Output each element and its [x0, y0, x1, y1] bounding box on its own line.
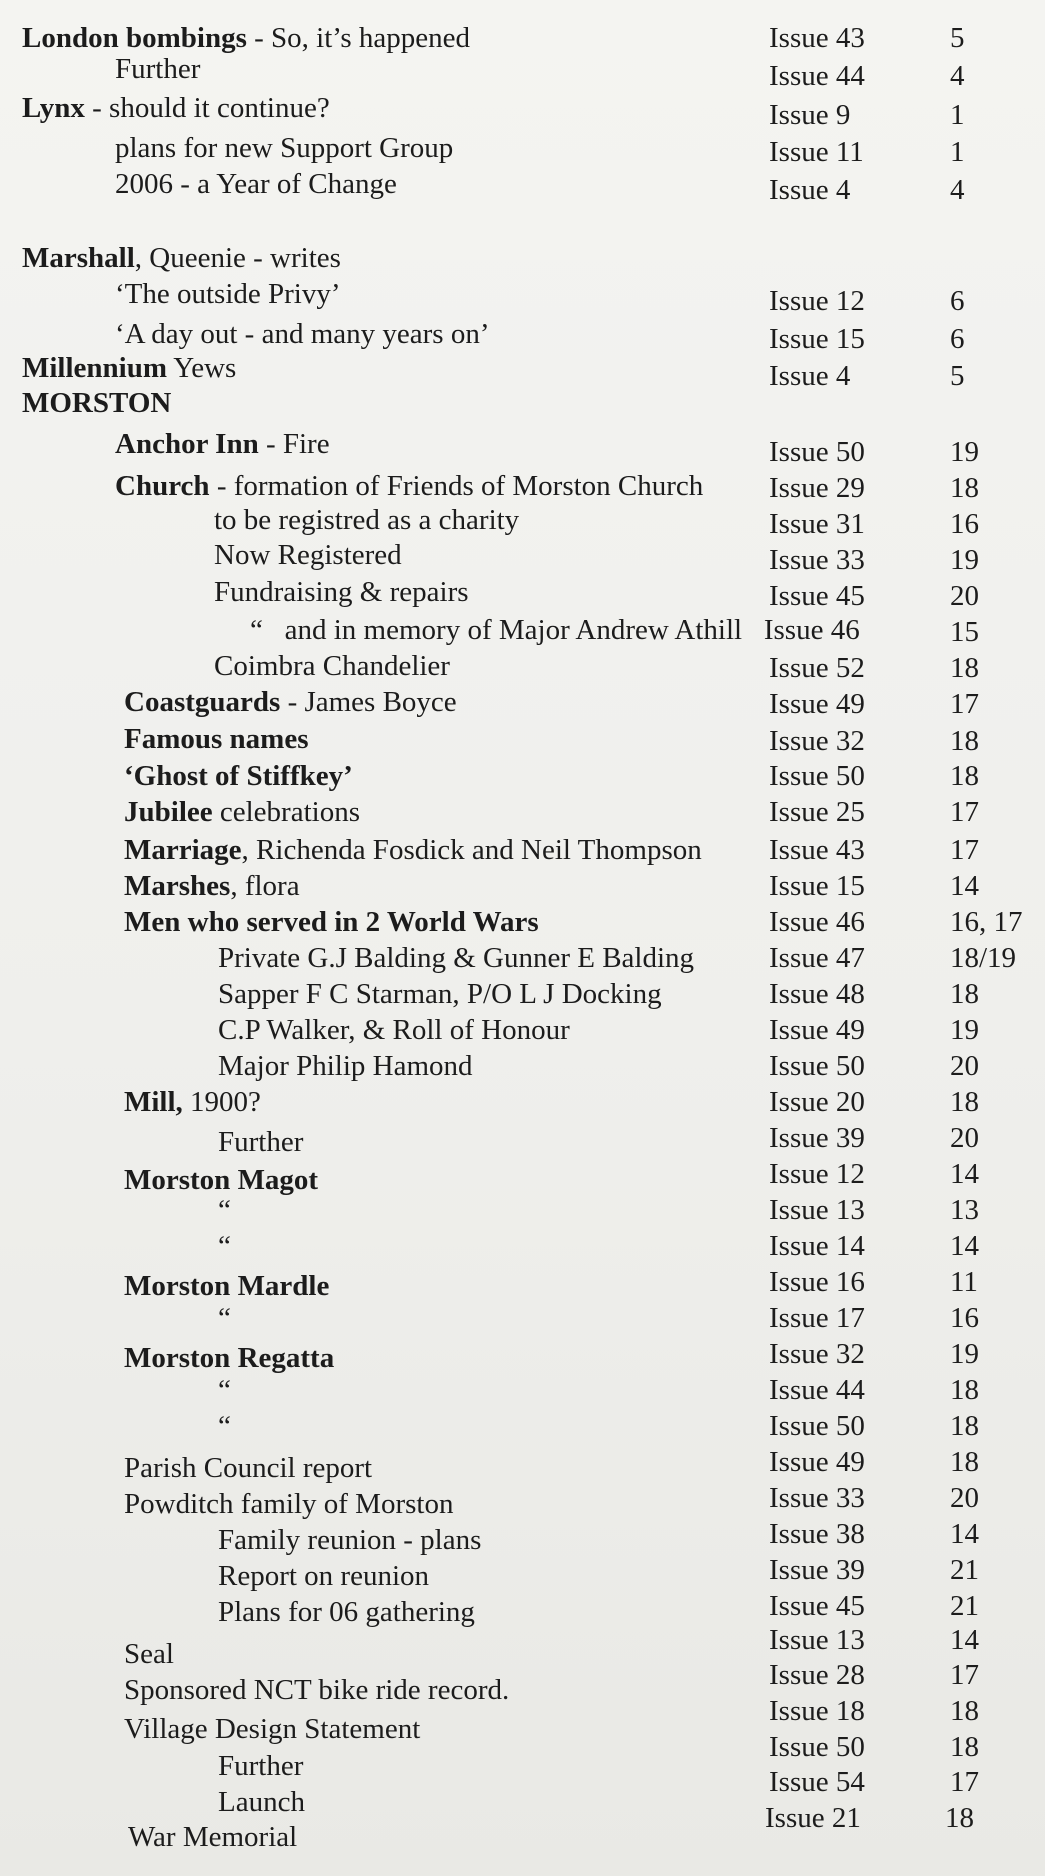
- issue-ref: Issue 32: [769, 725, 865, 757]
- issue-ref: Issue 44: [769, 60, 865, 92]
- issue-ref: Issue 32: [769, 1338, 865, 1370]
- page-ref: 5: [950, 22, 965, 54]
- issue-ref: Issue 49: [769, 1446, 865, 1478]
- index-row: [0, 940, 1045, 976]
- issue-ref: Issue 54: [769, 1766, 865, 1798]
- issue-ref: Issue 50: [769, 436, 865, 468]
- issue-ref: Issue 47: [769, 942, 865, 974]
- index-row: [0, 90, 1045, 131]
- page-ref: 14: [950, 870, 979, 902]
- entry-text: [115, 51, 200, 87]
- index-row: [0, 426, 1045, 468]
- entry-detail: Report on reunion: [218, 1560, 430, 1592]
- entry-text: [250, 612, 860, 648]
- index-row: [0, 648, 1045, 684]
- entry-text: [124, 758, 353, 794]
- page-ref: 17: [950, 834, 979, 866]
- page-ref: 14: [950, 1230, 979, 1262]
- index-row: [0, 832, 1045, 868]
- entry-text: [115, 276, 341, 312]
- index-row: [0, 1693, 1045, 1745]
- index-row: [0, 1300, 1045, 1336]
- issue-ref: Issue 33: [769, 544, 865, 576]
- issue-ref: Issue 9: [769, 99, 851, 131]
- entry-text: [115, 130, 453, 166]
- index-row: [0, 1264, 1045, 1300]
- issue-ref: Issue 43: [769, 834, 865, 866]
- entry-text: [115, 166, 397, 202]
- page-ref: 6: [950, 323, 965, 355]
- issue-ref: Issue 31: [769, 508, 865, 540]
- issue-ref: Issue 33: [769, 1482, 865, 1514]
- entry-detail: “: [218, 1410, 231, 1442]
- issue-ref: Issue 14: [769, 1230, 865, 1262]
- entry-detail: Sapper F C Starman, P/O L J Docking: [218, 978, 662, 1010]
- page-ref: 16: [950, 1302, 979, 1334]
- entry-heading: Millennium: [22, 352, 168, 384]
- entry-heading: Marriage: [124, 834, 242, 866]
- page-ref: 18: [950, 1410, 979, 1442]
- entry-detail: 2006 - a Year of Change: [115, 168, 397, 200]
- entry-text: [115, 468, 703, 504]
- issue-ref: Issue 20: [769, 1086, 865, 1118]
- index-row: [0, 721, 1045, 757]
- page-ref: 18: [950, 1374, 979, 1406]
- page-ref: 20: [950, 580, 979, 612]
- issue-ref: Issue 49: [769, 1014, 865, 1046]
- issue-ref: Issue 11: [769, 136, 864, 168]
- issue-ref: Issue 46: [769, 906, 865, 938]
- entry-detail: Fundraising & repairs: [214, 576, 469, 608]
- index-row: [0, 574, 1045, 610]
- entry-text: [218, 976, 662, 1012]
- page-ref: 15: [950, 616, 979, 648]
- entry-detail: C.P Walker, & Roll of Honour: [218, 1014, 570, 1046]
- index-row: [0, 1516, 1045, 1556]
- entry-detail: Private G.J Balding & Gunner E Balding: [218, 942, 695, 974]
- index-row: [0, 758, 1045, 794]
- index-row: [0, 1657, 1045, 1706]
- entry-heading: Marshall: [22, 242, 135, 274]
- entry-text: [124, 1084, 261, 1120]
- page-ref: 17: [950, 796, 979, 828]
- page-ref: 16, 17: [950, 906, 1023, 938]
- entry-text: [214, 502, 519, 538]
- page-ref: 19: [950, 1338, 979, 1370]
- page-ref: 17: [950, 688, 979, 720]
- page-ref: 5: [950, 360, 965, 392]
- issue-ref: Issue 4: [769, 174, 851, 206]
- entry-detail: Further: [218, 1750, 304, 1782]
- index-row: [0, 1012, 1045, 1048]
- entry-text: [124, 794, 360, 830]
- entry-heading: ‘Ghost of Stiffkey’: [124, 760, 353, 792]
- entry-text: [22, 90, 330, 126]
- page-ref: 14: [950, 1518, 979, 1550]
- page-ref: 21: [950, 1590, 979, 1622]
- page-ref: 20: [950, 1122, 979, 1154]
- page-ref: 20: [950, 1050, 979, 1082]
- index-row: [0, 350, 1045, 392]
- entry-detail: Major Philip Hamond: [218, 1050, 473, 1082]
- issue-ref: Issue 50: [769, 760, 865, 792]
- index-row: [0, 976, 1045, 1012]
- entry-heading: Coastguards: [124, 686, 281, 718]
- entry-text: [124, 721, 308, 757]
- index-row: [0, 240, 1045, 276]
- entry-detail: Plans for 06 gathering: [218, 1596, 475, 1628]
- issue-ref: Issue 45: [769, 580, 865, 612]
- page-ref: 19: [950, 544, 979, 576]
- issue-ref: Issue 29: [769, 472, 865, 504]
- issue-ref: Issue 49: [769, 688, 865, 720]
- index-row: [0, 537, 1045, 576]
- entry-detail: Coimbra Chandelier: [214, 650, 450, 682]
- entry-heading: Famous names: [124, 723, 309, 755]
- page-ref: 20: [950, 1482, 979, 1514]
- entry-text: [124, 904, 539, 940]
- entry-text: [218, 1192, 231, 1228]
- entry-text: [124, 1268, 329, 1304]
- page-ref: 18/19: [950, 942, 1017, 974]
- index-row: [0, 385, 1045, 421]
- issue-ref: Issue 52: [769, 652, 865, 684]
- entry-heading: Anchor Inn: [115, 428, 259, 460]
- entry-text: [218, 1300, 231, 1336]
- issue-ref: Issue 39: [769, 1554, 865, 1586]
- entry-text: [218, 940, 694, 976]
- entry-detail: 1900?: [182, 1086, 261, 1118]
- index-row: [0, 1336, 1045, 1372]
- entry-detail: Sponsored NCT bike ride record.: [124, 1674, 510, 1706]
- page-ref: 16: [950, 508, 979, 540]
- issue-ref: Issue 16: [769, 1266, 865, 1298]
- issue-ref: Issue 48: [769, 978, 865, 1010]
- entry-detail: “: [218, 1302, 231, 1334]
- entry-detail: ‘The outside Privy’: [115, 278, 341, 310]
- entry-detail: Seal: [124, 1638, 174, 1670]
- issue-ref: Issue 17: [769, 1302, 865, 1334]
- index-row: [0, 868, 1045, 904]
- entry-text: [218, 1048, 473, 1084]
- entry-detail: Further: [218, 1126, 304, 1158]
- entry-heading: Church: [115, 470, 210, 502]
- entry-text: [214, 574, 469, 610]
- index-row: [0, 1228, 1045, 1264]
- index-row: [0, 1588, 1045, 1628]
- issue-ref: Issue 12: [769, 285, 865, 317]
- page-ref: 18: [950, 652, 979, 684]
- entry-text: [124, 832, 702, 868]
- entry-text: [124, 1340, 334, 1376]
- issue-ref: Issue 12: [769, 1158, 865, 1190]
- index-row: [0, 130, 1045, 166]
- index-row: [0, 1120, 1045, 1156]
- entry-detail: - Fire: [258, 428, 330, 460]
- index-row: [0, 1444, 1045, 1484]
- page-ref: 4: [950, 174, 965, 206]
- entry-detail: Now Registered: [214, 539, 402, 571]
- page-ref: 14: [950, 1624, 979, 1656]
- index-row: [0, 904, 1045, 940]
- issue-ref: Issue 45: [769, 1590, 865, 1622]
- page-ref: 19: [950, 1014, 979, 1046]
- index-row: [0, 1622, 1045, 1670]
- issue-ref: Issue 50: [769, 1731, 865, 1763]
- page-ref: 18: [950, 1446, 979, 1478]
- entry-detail: - should it continue?: [84, 92, 330, 124]
- page-ref: 18: [950, 760, 979, 792]
- issue-ref: Issue 39: [769, 1122, 865, 1154]
- issue-ref: Issue 44: [769, 1374, 865, 1406]
- entry-heading: Marshes: [124, 870, 231, 902]
- entry-text: [218, 1408, 231, 1444]
- entry-detail: Parish Council report: [124, 1452, 373, 1484]
- entry-heading: MORSTON: [22, 387, 172, 419]
- entry-detail: War Memorial: [128, 1821, 298, 1853]
- index-row: [0, 794, 1045, 830]
- entry-detail: - So, it’s happened: [246, 22, 470, 54]
- page-ref: 18: [950, 472, 979, 504]
- entry-text: [22, 240, 341, 276]
- entry-detail: Family reunion - plans: [218, 1524, 482, 1556]
- entry-detail: Village Design Statement: [124, 1713, 421, 1745]
- issue-ref: Issue 15: [769, 870, 865, 902]
- index-row: [0, 1372, 1045, 1408]
- issue-ref: Issue 38: [769, 1518, 865, 1550]
- issue-ref: Issue 28: [769, 1659, 865, 1691]
- entry-text: [22, 385, 171, 421]
- entry-detail: Yews: [167, 352, 237, 384]
- index-row: [0, 276, 1045, 317]
- entry-detail: “: [218, 1374, 231, 1406]
- page-ref: 1: [950, 136, 965, 168]
- entry-text: [218, 1012, 570, 1048]
- entry-detail: Further: [115, 53, 201, 85]
- entry-detail: , Queenie - writes: [134, 242, 341, 274]
- entry-detail: Launch: [218, 1786, 305, 1818]
- page-ref: 4: [950, 60, 965, 92]
- index-row: [0, 502, 1045, 538]
- entry-heading: Morston Mardle: [124, 1270, 330, 1302]
- page-ref: 18: [950, 1086, 979, 1118]
- entry-detail: , flora: [230, 870, 300, 902]
- page-ref: 14: [950, 1158, 979, 1190]
- entry-text: [218, 1124, 303, 1160]
- page-ref: 19: [950, 436, 979, 468]
- entry-detail: - James Boyce: [280, 686, 457, 718]
- page-ref: 18: [945, 1802, 974, 1834]
- entry-text: [218, 1228, 231, 1264]
- entry-heading: Men who served in 2 World Wars: [124, 906, 539, 938]
- entry-heading: Morston Magot: [124, 1164, 319, 1196]
- page-ref: 21: [950, 1554, 979, 1586]
- index-row: [0, 51, 1045, 92]
- page-ref: 18: [950, 1731, 979, 1763]
- entry-heading: Jubilee: [124, 796, 213, 828]
- entry-heading: Morston Regatta: [124, 1342, 335, 1374]
- entry-text: [115, 426, 330, 462]
- page-ref: 17: [950, 1659, 979, 1691]
- index-row: [0, 684, 1045, 720]
- issue-ref: Issue 25: [769, 796, 865, 828]
- entry-text: [214, 648, 450, 684]
- issue-ref: Issue 50: [769, 1410, 865, 1442]
- issue-ref: Issue 50: [769, 1050, 865, 1082]
- entry-detail: celebrations: [212, 796, 360, 828]
- index-row: [0, 316, 1045, 355]
- entry-text: [214, 537, 402, 573]
- index-row: [0, 468, 1045, 504]
- entry-detail: “: [218, 1194, 231, 1226]
- issue-ref: Issue 13: [769, 1194, 865, 1226]
- entry-detail: “: [218, 1230, 231, 1262]
- entry-detail: - formation of Friends of Morston Church: [209, 470, 704, 502]
- index-row: [0, 1192, 1045, 1228]
- entry-text: [218, 1372, 231, 1408]
- entry-text: [115, 316, 489, 352]
- page-ref: 13: [950, 1194, 979, 1226]
- entry-text: [128, 1819, 297, 1855]
- issue-ref: Issue 18: [769, 1695, 865, 1727]
- issue-ref: Issue 21: [765, 1802, 861, 1834]
- index-row: [0, 1552, 1045, 1592]
- entry-text: [124, 868, 300, 904]
- entry-detail: plans for new Support Group: [115, 132, 454, 164]
- index-row: [0, 612, 1045, 648]
- index-row: [0, 1800, 1045, 1853]
- issue-ref: Issue 4: [769, 360, 851, 392]
- index-row: [0, 1408, 1045, 1444]
- entry-text: [22, 350, 236, 386]
- entry-heading: Mill,: [124, 1086, 183, 1118]
- entry-text: [124, 684, 457, 720]
- page-ref: 1: [950, 99, 965, 131]
- index-row: [0, 1084, 1045, 1120]
- index-row: [0, 1048, 1045, 1084]
- page-ref: 17: [950, 1766, 979, 1798]
- index-row: [0, 1156, 1045, 1196]
- page-ref: 18: [950, 725, 979, 757]
- page-ref: 11: [950, 1266, 978, 1298]
- issue-ref: Issue 15: [769, 323, 865, 355]
- index-row: [0, 166, 1045, 206]
- entry-detail: “ and in memory of Major Andrew Athill Issue 46: [250, 614, 860, 646]
- page-ref: 6: [950, 285, 965, 317]
- issue-ref: Issue 43: [769, 22, 865, 54]
- page-ref: 18: [950, 978, 979, 1010]
- entry-detail: Powditch family of Morston: [124, 1488, 454, 1520]
- page-ref: 18: [950, 1695, 979, 1727]
- entry-detail: , Richenda Fosdick and Neil Thompson: [241, 834, 702, 866]
- index-row: [0, 1480, 1045, 1520]
- issue-ref: Issue 13: [769, 1624, 865, 1656]
- entry-detail: ‘A day out - and many years on’: [115, 318, 490, 350]
- entry-heading: Lynx: [22, 92, 85, 124]
- entry-detail: to be registred as a charity: [214, 504, 520, 536]
- entry-heading: London bombings: [22, 22, 247, 54]
